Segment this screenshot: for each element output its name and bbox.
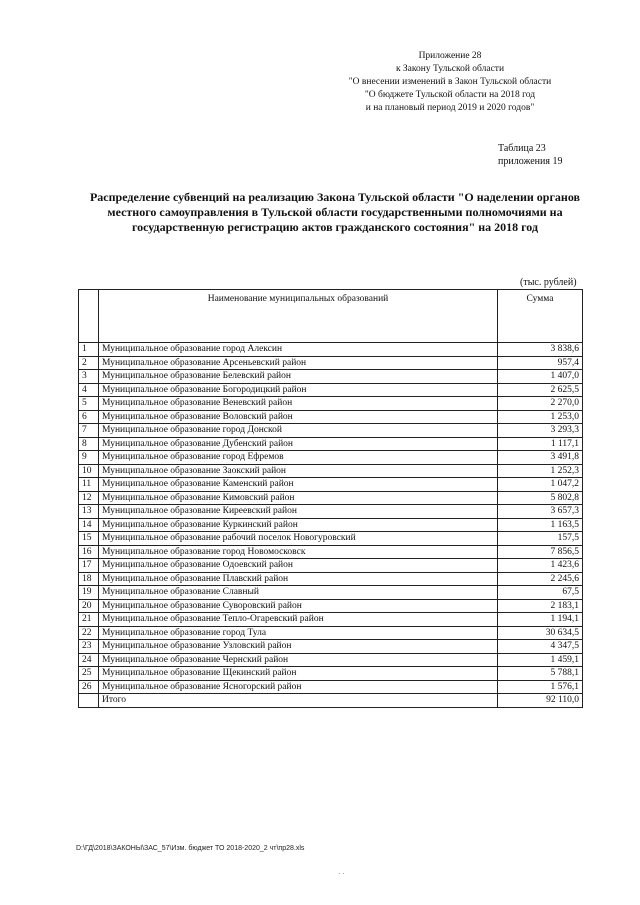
row-number: 2 [79,356,99,370]
table-row [79,343,583,357]
table-row [79,559,583,573]
row-sum: 5 788,1 [498,667,583,681]
row-sum: 157,5 [498,532,583,546]
table-row [79,356,583,370]
appendix-line: к Закону Тульской области [395,64,505,74]
units-label: (тыс. рублей) [520,277,577,288]
table-row [79,370,583,384]
row-number: 9 [79,451,99,465]
row-number: 7 [79,424,99,438]
row-number: 21 [79,613,99,627]
table-row [79,464,583,478]
row-number [79,694,99,708]
row-sum: 1 253,0 [498,410,583,424]
header-number [79,290,99,343]
row-name: Муниципальное образование Воловский район [99,410,498,424]
appendix-line: Приложение 28 [418,51,482,61]
table-row [79,451,583,465]
row-name: Муниципальное образование Чернский район [99,653,498,667]
table-number: Таблица 23 [498,143,546,154]
row-sum: 1 576,1 [498,680,583,694]
table-row [79,599,583,613]
row-sum: 1 117,1 [498,437,583,451]
row-number: 16 [79,545,99,559]
document-title: Распределение субвенций на реализацию Закона Тульской области "О наделении органов местного самоуправления в Тульской области государственными полномочиями на государственную регистрацию актов гражданского состояния" на 2018 год [89,190,581,234]
row-number: 17 [79,559,99,573]
row-sum: 1 194,1 [498,613,583,627]
row-number: 25 [79,667,99,681]
table-row [79,397,583,411]
subsidy-table [78,289,583,708]
row-sum: 5 802,8 [498,491,583,505]
table-row [79,491,583,505]
table-row [79,478,583,492]
row-sum: 2 183,1 [498,599,583,613]
table-row [79,640,583,654]
row-sum: 3 491,8 [498,451,583,465]
table-row [79,626,583,640]
row-number: 8 [79,437,99,451]
row-sum: 3 838,6 [498,343,583,357]
row-name: Муниципальное образование рабочий поселок Новогуровский [99,532,498,546]
row-name: Муниципальное образование Веневский район [99,397,498,411]
row-sum: 1 423,6 [498,559,583,573]
row-name: Муниципальное образование Богородицкий район [99,383,498,397]
table-row [79,680,583,694]
table-row [79,667,583,681]
row-sum: 4 347,5 [498,640,583,654]
row-number: 5 [79,397,99,411]
row-name: Муниципальное образование Каменский район [99,478,498,492]
table-header-row [79,290,583,343]
table-row [79,518,583,532]
row-name: Муниципальное образование Щекинский район [99,667,498,681]
row-sum: 67,5 [498,586,583,600]
row-number: 22 [79,626,99,640]
row-sum: 7 856,5 [498,545,583,559]
row-sum: 2 245,6 [498,572,583,586]
row-number: 26 [79,680,99,694]
row-number: 23 [79,640,99,654]
row-name: Муниципальное образование Узловский район [99,640,498,654]
appendix-line: "О бюджете Тульской области на 2018 год [364,90,536,100]
table-reference [498,142,562,168]
table-row [79,653,583,667]
row-name: Муниципальное образование город Донской [99,424,498,438]
row-number: 14 [79,518,99,532]
row-number: 12 [79,491,99,505]
row-name: Муниципальное образование Славный [99,586,498,600]
row-sum: 1 459,1 [498,653,583,667]
table-row [79,572,583,586]
row-name: Муниципальное образование город Алексин [99,343,498,357]
header-sum: Сумма [498,290,583,343]
row-name: Муниципальное образование Ясногорский район [99,680,498,694]
row-name: Муниципальное образование Плавский район [99,572,498,586]
table-row [79,532,583,546]
row-name: Муниципальное образование Куркинский район [99,518,498,532]
row-number: 10 [79,464,99,478]
table-row [79,613,583,627]
row-sum: 957,4 [498,356,583,370]
row-sum: 1 407,0 [498,370,583,384]
row-number: 11 [79,478,99,492]
row-name: Муниципальное образование Белевский район [99,370,498,384]
row-name: Итого [99,694,498,708]
table-appendix-ref: приложения 19 [498,156,563,167]
row-sum: 92 110,0 [498,694,583,708]
row-number: 18 [79,572,99,586]
row-number: 13 [79,505,99,519]
row-sum: 2 625,5 [498,383,583,397]
row-name: Муниципальное образование Кимовский район [99,491,498,505]
row-name: Муниципальное образование город Тула [99,626,498,640]
row-name: Муниципальное образование Тепло-Огаревский район [99,613,498,627]
table-row [79,505,583,519]
row-sum: 1 252,3 [498,464,583,478]
row-sum: 1 163,5 [498,518,583,532]
row-name: Муниципальное образование Киреевский район [99,505,498,519]
appendix-line: "О внесении изменений в Закон Тульской области [348,77,552,87]
table-total-row [79,694,583,708]
row-number: 24 [79,653,99,667]
row-name: Муниципальное образование Арсеньевский район [99,356,498,370]
row-name: Муниципальное образование Дубенский район [99,437,498,451]
row-number: 3 [79,370,99,384]
row-name: Муниципальное образование Одоевский район [99,559,498,573]
table-row [79,424,583,438]
file-path-footer: D:\ГД\2018\ЗАКОНЫ\ЗАС_57\Изм. бюджет ТО 2018-2020_2 чт\пр28.xls [76,845,305,852]
row-number: 15 [79,532,99,546]
row-name: Муниципальное образование город Новомосковск [99,545,498,559]
row-sum: 2 270,0 [498,397,583,411]
row-name: Муниципальное образование Заокский район [99,464,498,478]
appendix-heading [330,50,570,115]
row-name: Муниципальное образование город Ефремов [99,451,498,465]
row-number: 4 [79,383,99,397]
table-row [79,410,583,424]
header-name: Наименование муниципальных образований [99,290,498,343]
table-row [79,437,583,451]
row-number: 1 [79,343,99,357]
row-sum: 3 657,3 [498,505,583,519]
table-row [79,383,583,397]
row-number: 19 [79,586,99,600]
scan-mark: · · [338,870,345,878]
table-row [79,545,583,559]
row-number: 20 [79,599,99,613]
row-name: Муниципальное образование Суворовский район [99,599,498,613]
table-row [79,586,583,600]
appendix-line: и на плановый период 2019 и 2020 годов" [365,103,535,113]
row-number: 6 [79,410,99,424]
table-body [79,343,583,708]
row-sum: 1 047,2 [498,478,583,492]
row-sum: 3 293,3 [498,424,583,438]
row-sum: 30 634,5 [498,626,583,640]
